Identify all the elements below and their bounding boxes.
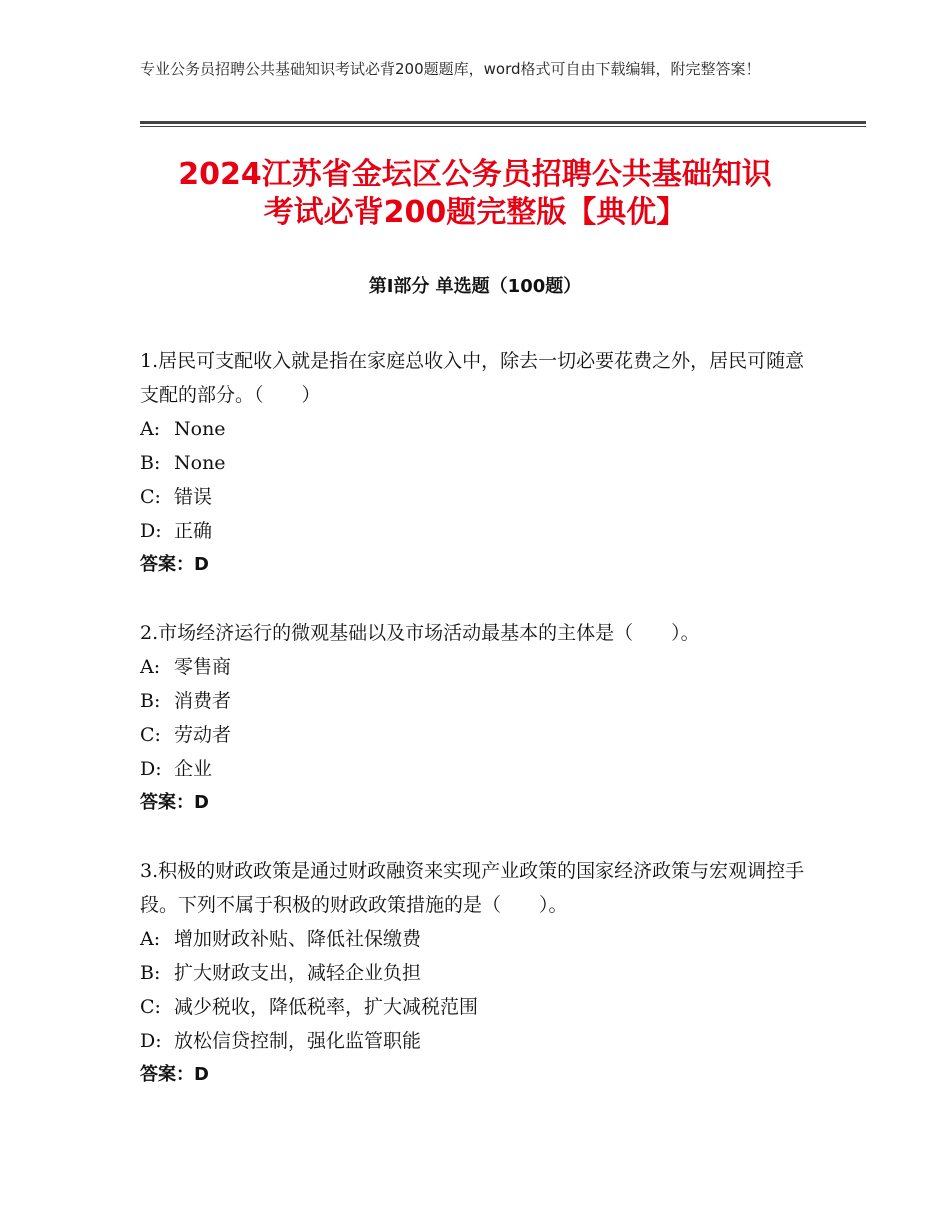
option-key: A: [140, 928, 161, 950]
option-key: B: [140, 690, 161, 712]
option-text: 正确 [174, 520, 213, 542]
option-d [140, 514, 820, 548]
option-a [140, 412, 820, 446]
option-key: B: [140, 962, 161, 984]
option-text: None [174, 418, 226, 440]
document-title-line-1: 2024江苏省金坛区公务员招聘公共基础知识 [178, 157, 772, 192]
option-key: D: [140, 520, 162, 542]
option-key: C: [140, 486, 161, 508]
option-text: 增加财政补贴、降低社保缴费 [174, 928, 422, 950]
section-title: 第Ⅰ部分 单选题（100题） [368, 276, 582, 297]
answer: 答案：D [140, 792, 209, 813]
answer: 答案：D [140, 554, 209, 575]
question-text: 2.市场经济运行的微观基础以及市场活动最基本的主体是（ ）。 [140, 622, 700, 644]
option-d [140, 1024, 820, 1058]
option-b [140, 956, 820, 990]
option-key: B: [140, 452, 161, 474]
option-text: 错误 [174, 486, 213, 508]
header-note: 专业公务员招聘公共基础知识考试必背200题题库，word格式可自由下载编辑，附完整答案！ [140, 60, 761, 78]
option-text: 零售商 [174, 656, 232, 678]
option-key: A: [140, 656, 161, 678]
option-c [140, 718, 820, 752]
question-2 [140, 616, 820, 820]
answer: 答案：D [140, 1064, 209, 1085]
question-text: 1.居民可支配收入就是指在家庭总收入中，除去一切必要花费之外，居民可随意支配的部分。（ ） [140, 350, 805, 406]
option-a [140, 650, 820, 684]
header-rule-thin [140, 126, 866, 127]
option-c [140, 990, 820, 1024]
option-text: 消费者 [174, 690, 232, 712]
option-key: D: [140, 758, 162, 780]
option-text: 企业 [174, 758, 213, 780]
option-key: A: [140, 418, 161, 440]
option-text: None [174, 452, 226, 474]
option-key: D: [140, 1030, 162, 1052]
option-c [140, 480, 820, 514]
question-list [140, 344, 820, 1126]
option-b [140, 446, 820, 480]
option-d [140, 752, 820, 786]
option-b [140, 684, 820, 718]
header-rule-thick [140, 121, 866, 124]
option-text: 扩大财政支出，减轻企业负担 [174, 962, 422, 984]
option-text: 减少税收，降低税率，扩大减税范围 [174, 996, 479, 1018]
option-text: 劳动者 [174, 724, 232, 746]
question-1 [140, 344, 820, 582]
document-title-line-2: 考试必背200题完整版【典优】 [263, 195, 687, 230]
option-a [140, 922, 820, 956]
option-key: C: [140, 724, 161, 746]
document-title [100, 156, 850, 232]
question-3 [140, 854, 820, 1092]
option-key: C: [140, 996, 161, 1018]
question-text: 3.积极的财政政策是通过财政融资来实现产业政策的国家经济政策与宏观调控手段。下列不属于积极的财政政策措施的是（ ）。 [140, 860, 805, 916]
option-text: 放松信贷控制，强化监管职能 [174, 1030, 422, 1052]
